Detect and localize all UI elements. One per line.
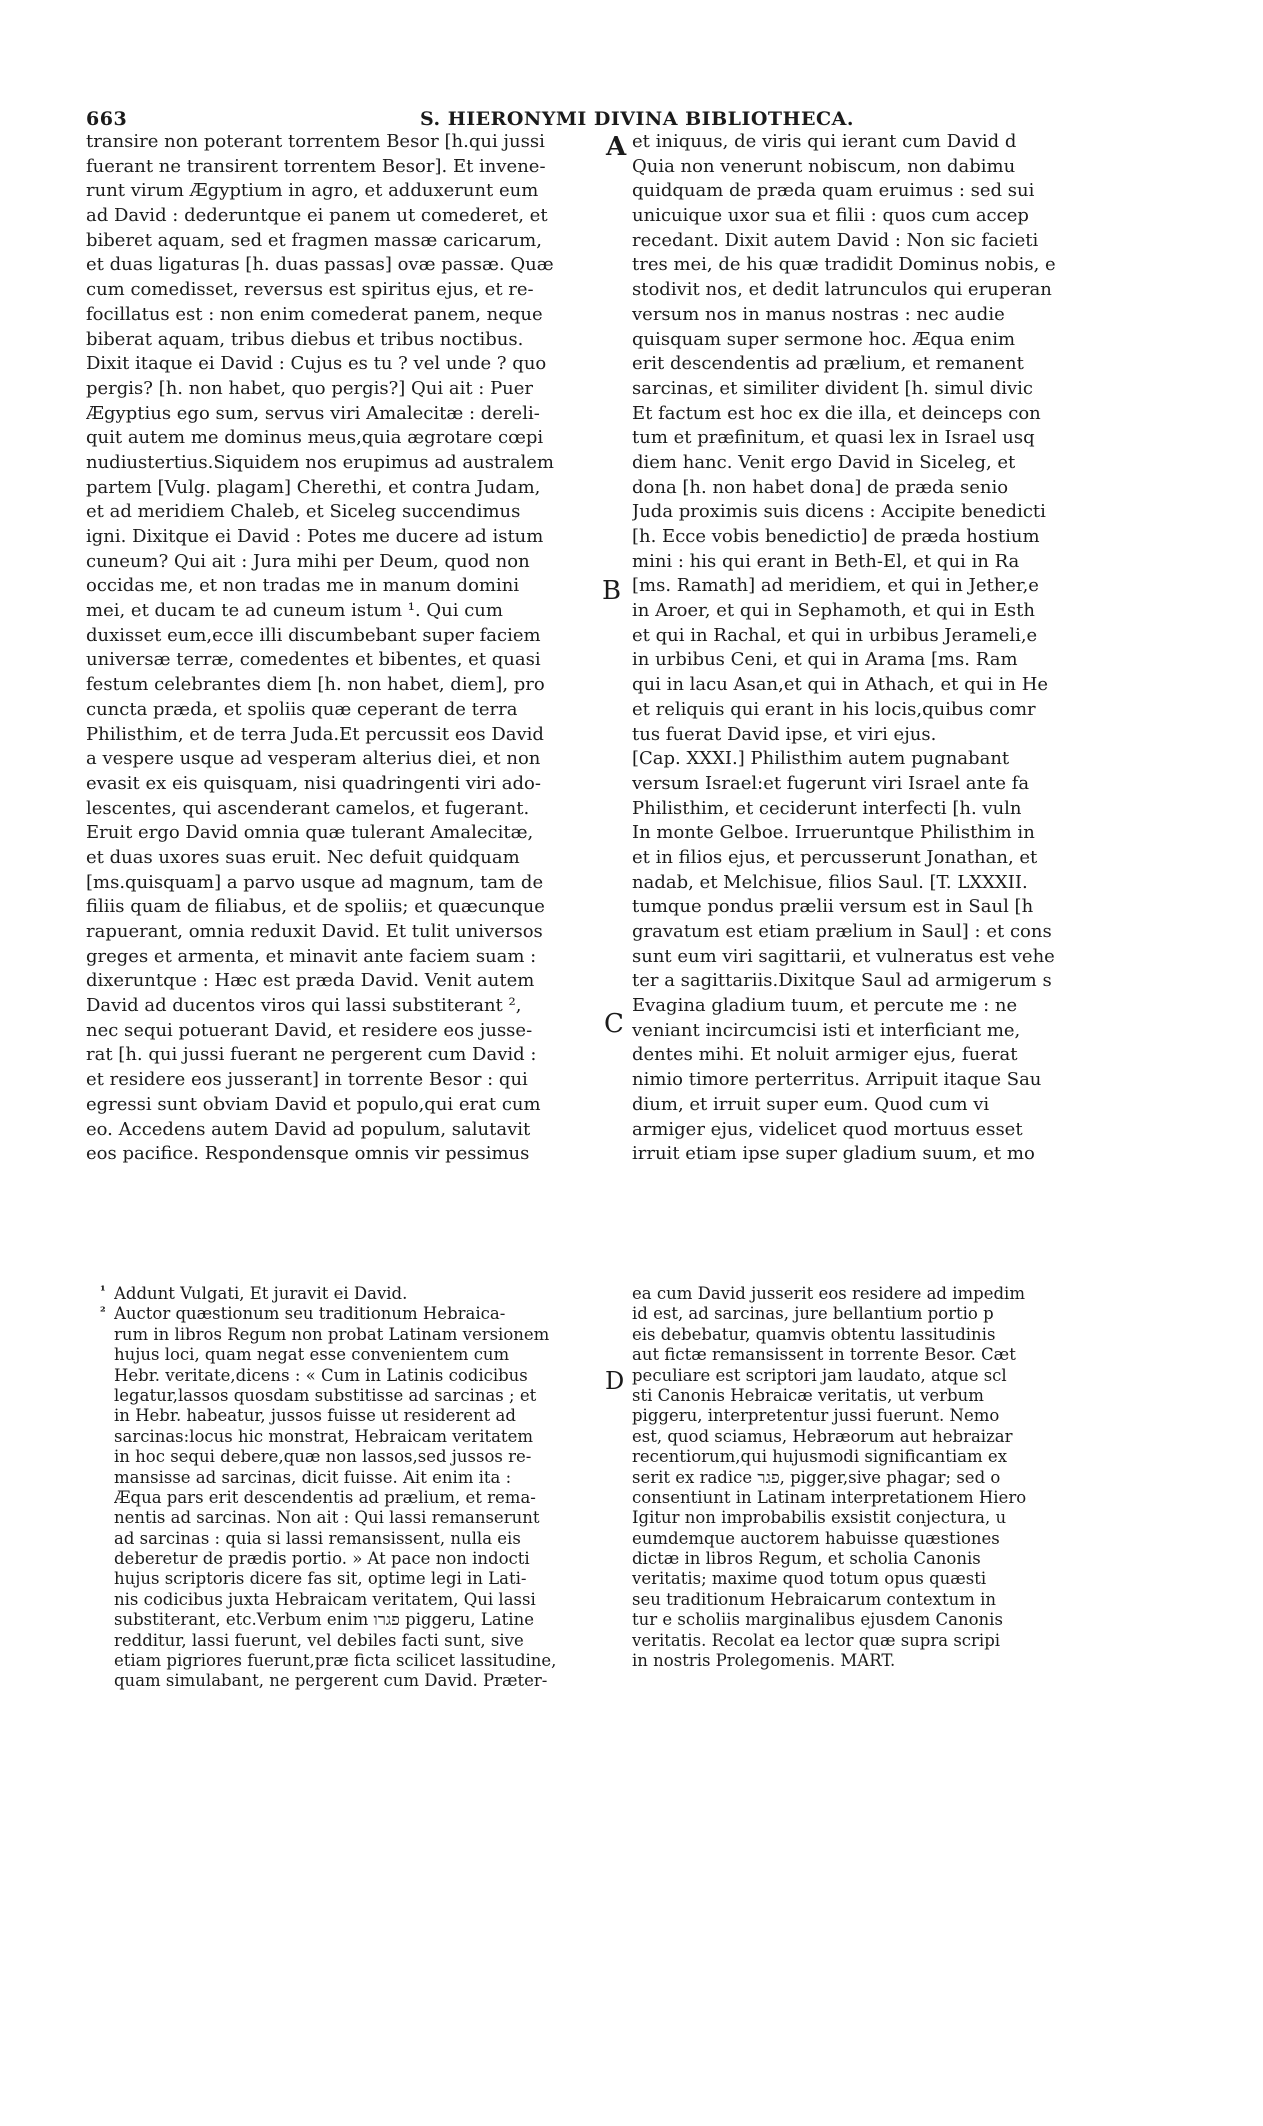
text-line: Auctor quæstionum seu traditionum Hebraica-	[114, 1304, 506, 1324]
text-line: quit autem me dominus meus,quia ægrotare cœpi	[86, 427, 544, 449]
text-line: festum celebrantes diem [h. non habet, diem], pro	[86, 674, 545, 696]
text-line: sunt eum viri sagittarii, et vulneratus est vehe	[632, 945, 1055, 967]
text-line: Philisthim, et ceciderunt interfecti [h. vuln	[632, 797, 1022, 819]
text-line: sarcinas:locus hic monstrat, Hebraicam veritatem	[114, 1426, 533, 1446]
text-line: mansisse ad sarcinas, dicit fuisse. Ait enim ita :	[114, 1467, 512, 1487]
text-line: dixeruntque : Hæc est præda David. Venit autem	[86, 970, 535, 992]
text-line: rapuerant, omnia reduxit David. Et tulit universos	[86, 921, 543, 942]
text-line: versum nos in manus nostras : nec audie	[632, 303, 1005, 325]
text-line: in urbibus Ceni, et qui in Arama [ms. Ram	[632, 649, 1018, 671]
text-line: recentiorum,qui hujusmodi significantiam ex	[632, 1447, 1007, 1467]
text-line: fuerant ne transirent torrentem Besor]. Et invene-	[86, 155, 546, 177]
text-line: mei, et ducam te ad cuneum istum ¹. Qui cum	[86, 600, 503, 622]
text-line: legatur,lassos quosdam substitisse ad sarcinas ; et	[114, 1385, 537, 1405]
text-line: a vespere usque ad vesperam alterius diei, et non	[86, 748, 541, 770]
text-line: nadab, et Melchisue, filios Saul. [T. LXXXII.	[632, 871, 1028, 893]
text-line: tur e scholiis marginalibus ejusdem Canonis	[632, 1610, 1003, 1630]
text-line: David ad ducentos viros qui lassi substiterant ²,	[86, 995, 522, 1017]
text-line: ad David : dederuntque ei panem ut comederet, et	[86, 205, 548, 227]
text-line: nis codicibus juxta Hebraicam veritatem, Qui lassi	[114, 1589, 536, 1609]
text-line: ter a sagittariis.Dixitque Saul ad armigerum s	[632, 970, 1052, 992]
text-line: substiterant, etc.Verbum enim פגרו piggeru, Latine	[114, 1610, 534, 1630]
text-line: [Cap. XXXI.] Philisthim autem pugnabant	[632, 748, 1010, 770]
text-line: Dixit itaque ei David : Cujus es tu ? vel unde ? quo	[86, 353, 547, 375]
text-line: rum in libros Regum non probat Latinam versionem	[114, 1324, 550, 1344]
text-line: piggeru, interpretentur jussi fuerunt. Nemo	[632, 1406, 1000, 1426]
text-line: id est, ad sarcinas, jure bellantium portio p	[632, 1304, 994, 1324]
text-line: Juda proximis suis dicens : Accipite benedicti	[632, 501, 1046, 523]
text-line: igni. Dixitque ei David : Potes me ducere ad istum	[86, 526, 544, 547]
text-line: Quia non venerunt nobiscum, non dabimu	[632, 155, 1016, 177]
text-line: eos pacifice. Respondensque omnis vir pessimus	[86, 1143, 530, 1165]
text-line: in hoc sequi debere,quæ non lassos,sed jussos re-	[114, 1447, 532, 1467]
text-line: In monte Gelboe. Irrueruntque Philisthim in	[632, 822, 1035, 844]
footnotes-column-right	[632, 1284, 1263, 1671]
text-line: tumque pondus prælii versum est in Saul [h	[632, 896, 1034, 918]
text-line: greges et armenta, et minavit ante faciem suam :	[86, 945, 537, 967]
text-line: [h. Ecce vobis benedictio] de præda hostium	[632, 526, 1040, 547]
text-line: dona [h. non habet dona] de præda senio	[632, 476, 1009, 498]
text-line: et iniquus, de viris qui ierant cum David d	[632, 131, 1017, 152]
text-line: duxisset eum,ecce illi discumbebant super faciem	[86, 624, 541, 646]
text-line: erit descendentis ad prælium, et remanent	[632, 353, 1024, 375]
text-line: Ægyptius ego sum, servus viri Amalecitæ : dereli-	[86, 402, 540, 424]
text-line: universæ terræ, comedentes et bibentes, et quasi	[86, 649, 541, 671]
text-line: ad sarcinas : quia si lassi remansissent, nulla eis	[114, 1528, 521, 1548]
text-line: [ms.quisquam] a parvo usque ad magnum, tam de	[86, 871, 544, 893]
text-line: nec sequi potuerant David, et residere eos jusse-	[86, 1019, 533, 1041]
text-line: runt virum Ægyptium in agro, et adduxerunt eum	[86, 180, 539, 202]
text-line: eis debebatur, quamvis obtentu lassitudinis	[632, 1324, 996, 1344]
text-line: cuncta præda, et spoliis quæ ceperant de terra	[86, 698, 518, 720]
text-line: hujus loci, quam negat esse convenientem cum	[114, 1345, 510, 1365]
text-line: pergis? [h. non habet, quo pergis?] Qui ait : Puer	[86, 377, 534, 399]
footnote-mark-1: ¹	[100, 1284, 106, 1299]
text-line: Addunt Vulgati, Et juravit ei David.	[114, 1284, 408, 1303]
text-line: occidas me, et non tradas me in manum domini	[86, 575, 520, 597]
text-line: in nostris Prolegomenis. MART.	[632, 1651, 896, 1671]
text-line: et duas ligaturas [h. duas passas] ovæ passæ. Quæ	[86, 254, 554, 276]
text-line: eo. Accedens autem David ad populum, salutavit	[86, 1118, 531, 1140]
text-line: consentiunt in Latinam interpretationem Hiero	[632, 1487, 1027, 1507]
text-line: nudiustertius.Siquidem nos erupimus ad australem	[86, 451, 554, 473]
text-line: seu traditionum Hebraicarum contextum in	[632, 1589, 997, 1609]
text-line: aut fictæ remansissent in torrente Besor. Cæt	[632, 1345, 1016, 1365]
text-line: tres mei, de his quæ tradidit Dominus nobis, e	[632, 254, 1056, 276]
text-line: sti Canonis Hebraicæ veritatis, ut verbum	[632, 1385, 984, 1405]
text-line: versum Israel:et fugerunt viri Israel ante fa	[632, 772, 1030, 794]
text-line: diem hanc. Venit ergo David in Siceleg, et	[632, 451, 1016, 473]
footnote-mark-2: ²	[100, 1305, 106, 1320]
text-line: Æqua pars erit descendentis ad prælium, et rema-	[114, 1487, 536, 1507]
body-column-left	[86, 130, 606, 1167]
text-line: peculiare est scriptori jam laudato, atque scl	[632, 1365, 1007, 1385]
text-line: dentes mihi. Et noluit armiger ejus, fuerat	[632, 1044, 1018, 1066]
text-line: veniant incircumcisi isti et interficiant me,	[632, 1019, 1021, 1041]
text-line: quam simulabant, ne pergerent cum David. Præter-	[114, 1671, 548, 1691]
text-line: irruit etiam ipse super gladium suum, et mo	[632, 1143, 1035, 1165]
text-line: biberat aquam, tribus diebus et tribus noctibus.	[86, 328, 524, 350]
text-line: qui in lacu Asan,et qui in Athach, et qui in He	[632, 674, 1049, 696]
running-title: S. HIERONYMI DIVINA BIBLIOTHECA.	[420, 108, 854, 130]
text-line: [ms. Ramath] ad meridiem, et qui in Jether,e	[632, 575, 1039, 597]
text-line: et duas uxores suas eruit. Nec defuit quidquam	[86, 846, 520, 868]
text-line: serit ex radice פגר, pigger,sive phagar; sed o	[632, 1467, 1001, 1487]
footnotes-column-left	[114, 1284, 604, 1692]
text-line: Et factum est hoc ex die illa, et deinceps con	[632, 402, 1041, 424]
text-line: recedant. Dixit autem David : Non sic facieti	[632, 229, 1039, 251]
margin-letter-d: D	[605, 1367, 625, 1395]
text-line: lescentes, qui ascenderant camelos, et fugerant.	[86, 797, 530, 819]
text-line: et qui in Rachal, et qui in urbibus Jerameli,e	[632, 624, 1038, 646]
text-line: egressi sunt obviam David et populo,qui erat cum	[86, 1093, 541, 1115]
text-line: cuneum? Qui ait : Jura mihi per Deum, quod non	[86, 550, 530, 572]
text-line: hujus scriptoris dicere fas sit, optime legi in Lati-	[114, 1569, 527, 1589]
body-column-right	[632, 130, 1263, 1167]
text-line: transire non poterant torrentem Besor [h.qui jussi	[86, 131, 545, 152]
text-line: ea cum David jusserit eos residere ad impedim	[632, 1284, 1025, 1303]
text-line: mini : his qui erant in Beth-El, et qui in Ra	[632, 550, 1020, 572]
text-line: sarcinas, et similiter divident [h. simul divic	[632, 377, 1033, 399]
text-line: est, quod sciamus, Hebræorum aut hebraizar	[632, 1426, 1013, 1446]
text-line: et reliquis qui erant in his locis,quibus comr	[632, 698, 1036, 720]
margin-letter-b: B	[602, 576, 622, 606]
text-line: dium, et irruit super eum. Quod cum vi	[632, 1093, 990, 1115]
text-line: dictæ in libros Regum, et scholia Canonis	[632, 1549, 981, 1569]
text-line: stodivit nos, et dedit latrunculos qui eruperan	[632, 279, 1052, 301]
text-line: focillatus est : non enim comederat panem, neque	[86, 303, 543, 325]
text-line: tus fuerat David ipse, et viri ejus.	[632, 723, 937, 745]
margin-letter-c: C	[604, 1009, 624, 1039]
text-line: redditur, lassi fuerunt, vel debiles facti sunt, sive	[114, 1630, 524, 1650]
margin-letter-a: A	[606, 132, 627, 162]
text-line: nimio timore perterritus. Arripuit itaque Sau	[632, 1069, 1042, 1091]
text-line: quisquam super sermone hoc. Æqua enim	[632, 328, 1016, 350]
text-line: partem [Vulg. plagam] Cherethi, et contra Judam,	[86, 476, 541, 498]
text-line: filiis quam de filiabus, et de spoliis; et quæcunque	[86, 896, 545, 918]
text-line: in Hebr. habeatur, jussos fuisse ut residerent ad	[114, 1406, 516, 1426]
text-line: nentis ad sarcinas. Non ait : Qui lassi remanserunt	[114, 1508, 540, 1528]
text-line: et ad meridiem Chaleb, et Siceleg succendimus	[86, 501, 521, 523]
text-line: veritatis. Recolat ea lector quæ supra scripi	[632, 1630, 1001, 1650]
text-line: evasit ex eis quisquam, nisi quadringenti viri ado-	[86, 772, 541, 794]
text-line: tum et præfinitum, et quasi lex in Israel usq	[632, 427, 1035, 449]
text-line: Philisthim, et de terra Juda.Et percussit eos David	[86, 723, 544, 745]
text-line: Eruit ergo David omnia quæ tulerant Amalecitæ,	[86, 822, 534, 844]
text-line: et in filios ejus, et percusserunt Jonathan, et	[632, 846, 1038, 868]
text-line: etiam pigriores fuerunt,præ ficta scilicet lassitudine,	[114, 1651, 557, 1671]
text-line: Igitur non improbabilis exsistit conjectura, u	[632, 1508, 1007, 1528]
text-line: eumdemque auctorem habuisse quæstiones	[632, 1528, 1000, 1548]
text-line: veritatis; maxime quod totum opus quæsti	[632, 1569, 987, 1589]
text-line: biberet aquam, sed et fragmen massæ caricarum,	[86, 229, 542, 251]
text-line: Hebr. veritate,dicens : « Cum in Latinis codicibus	[114, 1365, 528, 1385]
text-line: et residere eos jusserant] in torrente Besor : qui	[86, 1069, 528, 1091]
text-line: unicuique uxor sua et filii : quos cum accep	[632, 205, 1029, 227]
text-line: deberetur de prædis portio. » At pace non indocti	[114, 1549, 530, 1569]
text-line: gravatum est etiam prælium in Saul] : et cons	[632, 921, 1052, 942]
text-line: quidquam de præda quam eruimus : sed sui	[632, 180, 1035, 202]
page-number: 663	[86, 108, 128, 130]
text-line: Evagina gladium tuum, et percute me : ne	[632, 995, 1018, 1017]
text-line: in Aroer, et qui in Sephamoth, et qui in Esth	[632, 600, 1035, 622]
text-line: cum comedisset, reversus est spiritus ejus, et re-	[86, 279, 534, 301]
text-line: rat [h. qui jussi fuerant ne pergerent cum David :	[86, 1044, 537, 1066]
text-line: armiger ejus, videlicet quod mortuus esset	[632, 1118, 1023, 1140]
